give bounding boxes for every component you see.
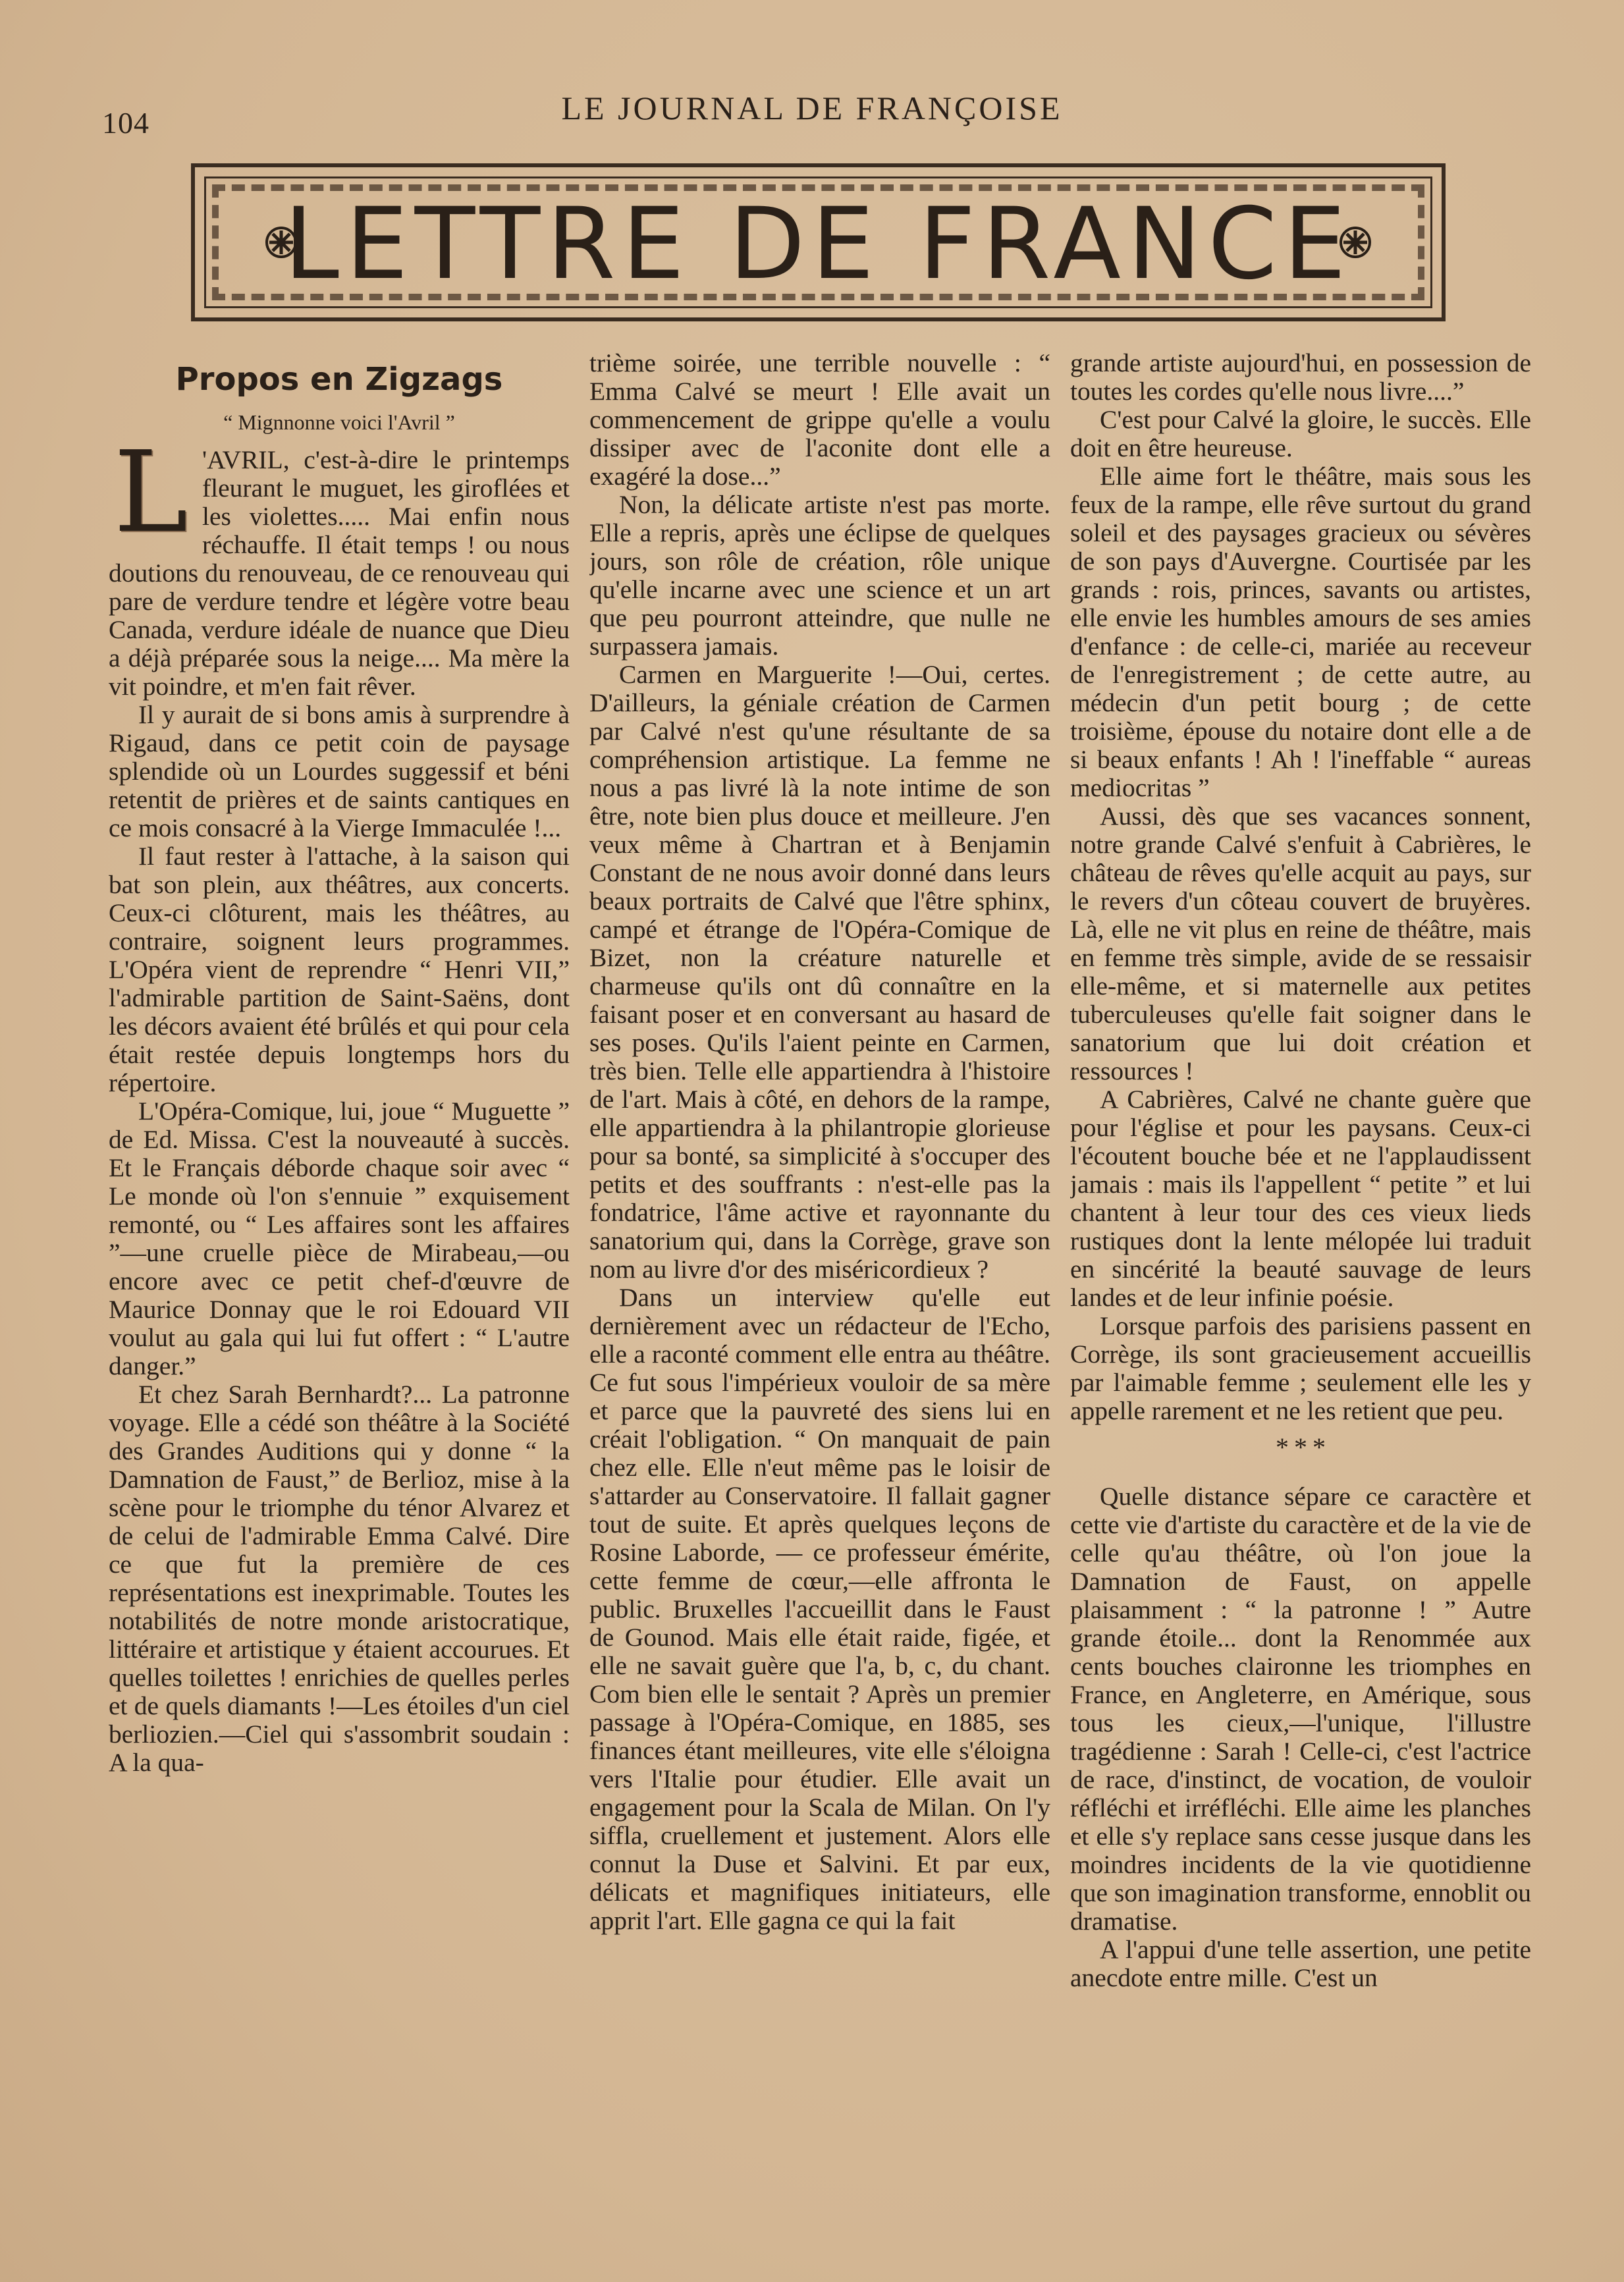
- paragraph: 'AVRIL, c'est-à-dire le printemps fleurant le muguet, les giroflées et les violettes..... Mai enfin nous réchauffe. Il était temps ! ou nous doutions du renouveau, de ce renouveau qui pare de verdure tendre et légère votre beau Canada, verdure idéale de nuance que Dieu a déjà préparée sous la neige.... Ma mère la vit poindre, et m'en fait rêver.: [109, 445, 570, 701]
- paragraph: Il faut rester à l'attache, à la saison qui bat son plein, aux théâtres, aux concerts. Ceux-ci clôturent, mais les théâtres, au contraire, soignent leurs programmes. L'Opéra vient de reprendre “ Henri VII,” l'admirable partition de Saint-Saëns, dont les décors avaient été brûlés et qui pour cela était restée depuis longtemps hors du répertoire.: [109, 842, 570, 1097]
- rosette-ornament-icon: [264, 225, 298, 259]
- page-number: 104: [102, 106, 149, 140]
- column-2: [589, 349, 1050, 2121]
- paragraph: L'Opéra-Comique, lui, joue “ Muguette ” de Ed. Missa. C'est la nouveauté à succès. Et le Français déborde chaque soir avec “ Le monde où l'on s'ennuie ” exquisement remonté, ou “ Les affaires sont les affaires ”—une cruelle pièce de Mirabeau,—ou encore avec ce petit chef-d'œuvre de Maurice Donnay que le roi Edouard VII voulut au gala qui lui fut offert : “ L'autre danger.”: [109, 1097, 570, 1380]
- epigraph: “ Mignnonne voici l'Avril ”: [223, 410, 455, 434]
- banner-title: LETTRE DE FRANCE: [284, 187, 1353, 302]
- title-banner: [191, 163, 1446, 321]
- rosette-ornament-icon: [1338, 225, 1372, 259]
- paragraph: Aussi, dès que ses vacances sonnent, notre grande Calvé s'enfuit à Cabrières, le château de rêves qu'elle acquit au pays, sur le revers d'un côteau couvert de bruyères. Là, elle ne vit plus en reine de théâtre, mais en femme très simple, avide de se ressaisir elle-même, et si maternelle aux petites tuberculeuses qu'elle fait soigner dans le sanatorium que lui doit création et ressources !: [1070, 801, 1531, 1085]
- paragraph: Elle aime fort le théâtre, mais sous les feux de la rampe, elle rêve surtout du grand soleil et des paysages gracieux ou sévères de son pays d'Auvergne. Courtisée par les grands : rois, princes, savants ou artistes, elle envie les humbles amours de ses amies d'enfance : de celle-ci, mariée au receveur de l'enregistrement ; de cette autre, au médecin d'un petit bourg ; de cette troisième, épouse du notaire dont elle a de si beaux enfants ! Ah ! l'ineffable “ aureas mediocritas ”: [1070, 462, 1531, 802]
- paragraph: A l'appui d'une telle assertion, une petite anecdote entre mille. C'est un: [1070, 1935, 1531, 1992]
- paragraph: C'est pour Calvé la gloire, le succès. Elle doit en être heureuse.: [1070, 405, 1531, 462]
- paragraph: Non, la délicate artiste n'est pas morte. Elle a repris, après une éclipse de quelques jours, son rôle de création, rôle unique qu'elle incarne avec une science et un art que peu pourront atteindre, que nulle ne surpassera jamais.: [589, 490, 1050, 661]
- paragraph: A Cabrières, Calvé ne chante guère que pour l'église et pour les paysans. Ceux-ci l'écoutent bouche bée et ne l'applaudissent jamais : mais ils l'appellent “ petite ” et lui chantent à leur tour des ces vieux lieds rustiques dont la lente mélopée lui traduit en sincérité la beauté sauvage de leurs landes et de leur infinie poésie.: [1070, 1085, 1531, 1312]
- paragraph: Dans un interview qu'elle eut dernièrement avec un rédacteur de l'Echo, elle a raconté comment elle entra au théâtre. Ce fut sous l'impérieux vouloir de sa mère et parce que la pauvreté des siens lui en créait l'obligation. “ On manquait de pain chez elle. Elle n'eut même pas le loisir de s'attarder au Conservatoire. Il fallait gagner tout de suite. Et après quelques leçons de Rosine Laborde, — ce professeur émérite, cette femme de cœur,—elle affronta le public. Bruxelles l'accueillit dans le Faust de Gounod. Mais elle était raide, figée, et elle ne savait guère que l'a, b, c, du chant. Com bien elle le sentait ? Après un premier passage à l'Opéra-Comique, en 1885, ses finances étant meilleures, vite elle s'éloigna vers l'Italie pour étudier. Elle avait un engagement pour la Scala de Milan. On l'y siffla, cruellement et justement. Alors elle connut la Duse et Salvini. Et par eux, délicats et magnifiques initiateurs, elle apprit l'art. Elle gagna ce qui la fait: [589, 1283, 1050, 1935]
- section-title: Propos en Zigzags: [175, 361, 503, 398]
- paragraph: trième soirée, une terrible nouvelle : “ Emma Calvé se meurt ! Elle avait un commencement de grippe qu'elle a voulu dissiper avec de l'aconite dont elle a exagéré la dose...”: [589, 349, 1050, 491]
- paragraph: Et chez Sarah Bernhardt?... La patronne voyage. Elle a cédé son théâtre à la Société des Grandes Auditions qui y donne “ la Damnation de Faust,” de Berlioz, mise à la scène pour le triomphe du ténor Alvarez et de celui de l'admirable Emma Calvé. Dire ce que fut la première de ces représentations est inexprimable. Toutes les notabilités de notre monde aristocratique, littéraire et artistique y étaient accourues. Et quelles toilettes ! enrichies de quelles perles et de quels diamants !—Les étoiles d'un ciel berliozien.—Ciel qui s'assombrit soudain : A la qua-: [109, 1380, 570, 1777]
- paragraph: Carmen en Marguerite !—Oui, certes. D'ailleurs, la géniale création de Carmen par Calvé n'est qu'une résultante de sa compréhension artistique. La femme ne nous a pas livré là la note intime de son être, note bien plus douce et meilleure. J'en veux même à Chartran et à Benjamin Constant de ne nous avoir donné dans leurs beaux portraits de Calvé que l'être sphinx, campé et étrange de l'Opéra-Comique de Bizet, non la créature naturelle et charmeuse qu'ils ont dû connaître en la faisant poser et en conversant au hasard de ses poses. Qu'ils l'aient peinte en Carmen, très bien. Telle elle appartiendra à l'histoire de l'art. Mais à côté, en dehors de la rampe, elle appartiendra à la philantropie glorieuse pour sa bonté, sa simplicité à s'occuper des petits et des souffrants : n'est-elle pas la fondatrice, l'âme active et rayonnante du sanatorium qui, dans la Corrège, grave son nom au livre d'or des miséricordieux ?: [589, 660, 1050, 1284]
- paragraph: Quelle distance sépare ce caractère et cette vie d'artiste du caractère et de la vie de celle qu'au théâtre, où l'on joue la Damnation de Faust, on appelle plaisamment : “ la patronne ! ” Autre grande étoile... dont la Renommée aux cents bouches claironne les triomphes en France, en Angleterre, en Amérique, sous tous les cieux,—l'unique, l'illustre tragédienne : Sarah ! Celle-ci, c'est l'actrice de race, d'instinct, de vocation, de vouloir réfléchi et irréfléchi. Elle aime les planches et elle s'y replace sans cesse jusque dans les moindres incidents de la vie quotidienne que son imagination transforme, ennoblit ou dramatise.: [1070, 1482, 1531, 1936]
- paragraph: Il y aurait de si bons amis à surprendre à Rigaud, dans ce petit coin de paysage splendide où un Lourdes suggessif et béni retentit de prières et de saints cantiques en ce mois consacré à la Vierge Immaculée !...: [109, 700, 570, 842]
- drop-cap-letter: L: [113, 427, 188, 558]
- paragraph: Lorsque parfois des parisiens passent en Corrège, ils sont gracieusement accueillis par l'aimable femme ; seulement elle les y appelle rarement et ne les retient que peu.: [1070, 1311, 1531, 1425]
- section-separator: * * *: [1275, 1432, 1326, 1462]
- journal-running-head: LE JOURNAL DE FRANÇOISE: [561, 90, 1063, 126]
- paragraph: grande artiste aujourd'hui, en possession de toutes les cordes qu'elle nous livre....”: [1070, 349, 1531, 406]
- column-1: [109, 349, 570, 2121]
- column-3: [1070, 349, 1531, 2121]
